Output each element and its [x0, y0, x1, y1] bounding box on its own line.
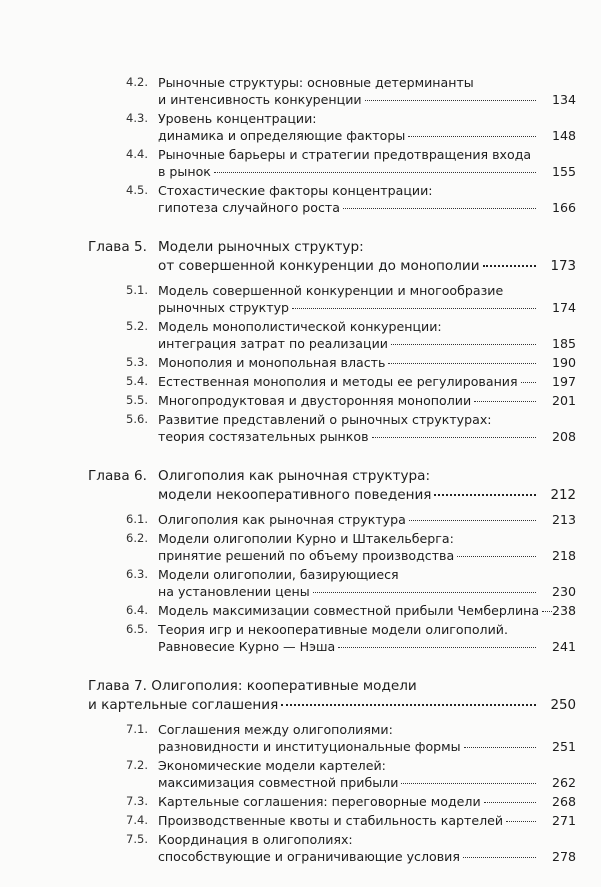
- title-last-line: [158, 199, 542, 216]
- dot-leader: [281, 704, 536, 706]
- section-entry[interactable]: [88, 354, 576, 371]
- title-last-line: [158, 774, 542, 791]
- page-number: 278: [551, 849, 576, 864]
- entry-title: [158, 812, 542, 829]
- section-number: 6.3.: [126, 567, 148, 581]
- page-number: 213: [551, 512, 576, 527]
- title-last-line: [158, 547, 542, 564]
- section-entry[interactable]: [88, 511, 576, 528]
- page-number: 201: [551, 393, 576, 408]
- title-last-line: [158, 583, 542, 600]
- section-number: 6.2.: [126, 531, 148, 545]
- page-number: 185: [551, 336, 576, 351]
- section-entry[interactable]: [88, 411, 576, 445]
- dot-leader: [434, 494, 536, 496]
- title-line: Равновесие Курно — Нэша: [158, 639, 336, 654]
- dot-leader: [457, 556, 536, 557]
- title-last-line: [158, 354, 542, 371]
- title-last-line: [158, 127, 542, 144]
- dot-leader: [365, 100, 536, 101]
- dot-leader: [313, 592, 536, 593]
- section-number: 7.1.: [126, 722, 148, 736]
- page-number: 166: [551, 200, 576, 215]
- entry-title: [88, 677, 542, 715]
- page-number: 212: [550, 488, 576, 503]
- entry-title: [158, 721, 542, 755]
- dot-leader: [506, 821, 536, 822]
- title-last-line: [158, 335, 542, 352]
- section-entry[interactable]: [88, 392, 576, 409]
- title-line: на установлении цены: [158, 584, 310, 599]
- title-line: Производственные квоты и стабильность картелей: [158, 813, 504, 828]
- title-line: от совершенной конкуренции до монополии: [158, 258, 480, 274]
- section-number: 7.4.: [126, 813, 148, 827]
- title-line: Модель максимизации совместной прибыли Чемберлина: [158, 603, 540, 618]
- chapter-group: [88, 238, 576, 445]
- dot-leader: [338, 647, 536, 648]
- dot-leader: [474, 401, 536, 402]
- page-number: 251: [551, 739, 576, 754]
- title-last-line: [158, 812, 542, 829]
- entry-title: [158, 530, 542, 564]
- entry-title: [158, 793, 542, 810]
- page-number: 262: [551, 775, 576, 790]
- dot-leader: [464, 747, 536, 748]
- title-line: интеграция затрат по реализации: [158, 336, 388, 351]
- title-line: Экономические модели картелей:: [158, 758, 386, 773]
- chapter-label: Глава 6.: [88, 468, 147, 484]
- title-last-line: [158, 602, 542, 619]
- section-number: 4.2.: [126, 75, 148, 89]
- section-entry[interactable]: [88, 373, 576, 390]
- title-line: рыночных структур: [158, 300, 290, 315]
- title-last-line: [88, 696, 542, 715]
- title-last-line: [158, 257, 542, 276]
- section-number: 5.2.: [126, 319, 148, 333]
- page-number: 250: [550, 698, 576, 713]
- title-line: принятие решений по объему производства: [158, 548, 455, 563]
- section-entry[interactable]: [88, 793, 576, 810]
- title-line: Координация в олигополиях:: [158, 832, 353, 847]
- title-last-line: [158, 373, 542, 390]
- title-line: способствующие и ограничивающие условия: [158, 849, 460, 864]
- section-number: 4.3.: [126, 111, 148, 125]
- entry-title: [158, 373, 542, 390]
- dot-leader: [542, 611, 552, 612]
- section-entry[interactable]: [88, 182, 576, 216]
- page-number: 174: [551, 300, 576, 315]
- title-line: разновидности и институциональные формы: [158, 739, 461, 754]
- title-line: Многопродуктовая и двусторонняя монополии: [158, 393, 472, 408]
- title-line: и картельные соглашения: [88, 697, 279, 713]
- section-number: 5.6.: [126, 412, 148, 426]
- entry-title: [158, 831, 542, 865]
- entry-title: [158, 621, 542, 655]
- page-number: 134: [551, 92, 576, 107]
- page-number: 155: [551, 164, 576, 179]
- section-number: 7.3.: [126, 794, 148, 808]
- dot-leader: [463, 857, 536, 858]
- entry-title: [158, 602, 542, 619]
- page-number: 241: [551, 639, 576, 654]
- dot-leader: [521, 382, 536, 383]
- title-line: гипотеза случайного роста: [158, 200, 340, 215]
- title-last-line: [158, 511, 542, 528]
- title-line: Модели олигополии Курно и Штакельберга:: [158, 531, 454, 546]
- dot-leader: [388, 363, 536, 364]
- title-last-line: [158, 793, 542, 810]
- title-line: модели некооперативного поведения: [158, 487, 432, 503]
- title-last-line: [158, 738, 542, 755]
- entry-title: [158, 318, 542, 352]
- section-number: 7.5.: [126, 832, 148, 846]
- title-line: максимизация совместной прибыли: [158, 775, 399, 790]
- section-entry[interactable]: [88, 566, 576, 600]
- dot-leader: [484, 802, 536, 803]
- section-entry[interactable]: [88, 282, 576, 316]
- title-line: Модели рыночных структур:: [158, 239, 364, 255]
- section-number: 7.2.: [126, 758, 148, 772]
- page-number: 173: [550, 259, 576, 274]
- title-last-line: [158, 392, 542, 409]
- dot-leader: [408, 136, 536, 137]
- section-number: 6.5.: [126, 622, 148, 636]
- title-last-line: [158, 91, 542, 108]
- entry-title: [158, 467, 542, 505]
- title-line: Рыночные барьеры и стратегии предотвращения входа: [158, 147, 532, 162]
- chapter-entry[interactable]: [88, 238, 576, 276]
- title-line: Монополия и монопольная власть: [158, 355, 386, 370]
- dot-leader: [409, 520, 536, 521]
- dot-leader: [401, 783, 536, 784]
- title-line: Модель монополистической конкуренции:: [158, 319, 442, 334]
- title-line: и интенсивность конкуренции: [158, 92, 362, 107]
- entry-title: [158, 282, 542, 316]
- chapter-entry[interactable]: [88, 677, 576, 715]
- title-line: Развитие представлений о рыночных структурах:: [158, 412, 492, 427]
- title-last-line: [158, 486, 542, 505]
- entry-title: [158, 757, 542, 791]
- section-entry[interactable]: [88, 74, 576, 108]
- dot-leader: [343, 208, 536, 209]
- section-entry[interactable]: [88, 602, 576, 619]
- section-number: 5.4.: [126, 374, 148, 388]
- title-last-line: [158, 163, 542, 180]
- title-line: Теория игр и некооперативные модели олигополий.: [158, 622, 508, 637]
- title-line: Уровень концентрации:: [158, 111, 317, 126]
- title-line: Модель совершенной конкуренции и многообразие: [158, 283, 504, 298]
- entry-title: [158, 411, 542, 445]
- page-number: 148: [551, 128, 576, 143]
- entry-title: [158, 354, 542, 371]
- title-line: Модели олигополии, базирующиеся: [158, 567, 399, 582]
- entry-title: [158, 182, 542, 216]
- title-last-line: [158, 299, 542, 316]
- entry-title: [158, 74, 542, 108]
- section-entry[interactable]: [88, 812, 576, 829]
- chapter-entry[interactable]: [88, 467, 576, 505]
- dot-leader: [292, 308, 536, 309]
- page-number: 238: [551, 603, 576, 618]
- entry-title: [158, 392, 542, 409]
- section-entry[interactable]: [88, 318, 576, 352]
- section-number: 5.1.: [126, 283, 148, 297]
- section-entry[interactable]: [88, 831, 576, 865]
- title-last-line: [158, 638, 542, 655]
- page-number: 218: [551, 548, 576, 563]
- title-line: Стохастические факторы концентрации:: [158, 183, 433, 198]
- page-number: 271: [551, 813, 576, 828]
- title-line: Рыночные структуры: основные детерминанты: [158, 75, 474, 90]
- dot-leader: [214, 172, 536, 173]
- title-last-line: [158, 428, 542, 445]
- section-number: 6.1.: [126, 512, 148, 526]
- title-line: Естественная монополия и методы ее регулирования: [158, 374, 518, 389]
- section-entry[interactable]: [88, 721, 576, 755]
- title-line: в рынок: [158, 164, 211, 179]
- title-last-line: [158, 848, 542, 865]
- section-entry[interactable]: [88, 110, 576, 144]
- title-line: динамика и определяющие факторы: [158, 128, 406, 143]
- title-line: Глава 7. Олигополия: кооперативные модели: [88, 678, 417, 694]
- section-number: 5.5.: [126, 393, 148, 407]
- chapter-group: [88, 74, 576, 216]
- section-entry[interactable]: [88, 530, 576, 564]
- title-line: Картельные соглашения: переговорные модели: [158, 794, 481, 809]
- section-entry[interactable]: [88, 757, 576, 791]
- section-number: 6.4.: [126, 603, 148, 617]
- chapter-group: [88, 677, 576, 865]
- section-number: 5.3.: [126, 355, 148, 369]
- title-line: Соглашения между олигополиями:: [158, 722, 393, 737]
- entry-title: [158, 110, 542, 144]
- title-line: Олигополия как рыночная структура: [158, 512, 406, 527]
- chapter-group: [88, 467, 576, 655]
- dot-leader: [372, 437, 536, 438]
- section-number: 4.4.: [126, 147, 148, 161]
- page-number: 190: [551, 355, 576, 370]
- entry-title: [158, 238, 542, 276]
- title-line: теория состязательных рынков: [158, 429, 369, 444]
- dot-leader: [391, 344, 536, 345]
- page-number: 197: [551, 374, 576, 389]
- entry-title: [158, 146, 542, 180]
- section-entry[interactable]: [88, 621, 576, 655]
- title-line: Олигополия как рыночная структура:: [158, 468, 431, 484]
- dot-leader: [483, 265, 536, 267]
- section-number: 4.5.: [126, 183, 148, 197]
- section-entry[interactable]: [88, 146, 576, 180]
- chapter-label: Глава 5.: [88, 239, 147, 255]
- page-number: 230: [551, 584, 576, 599]
- page-number: 268: [551, 794, 576, 809]
- entry-title: [158, 511, 542, 528]
- page-number: 208: [551, 429, 576, 444]
- table-of-contents: [88, 74, 576, 887]
- entry-title: [158, 566, 542, 600]
